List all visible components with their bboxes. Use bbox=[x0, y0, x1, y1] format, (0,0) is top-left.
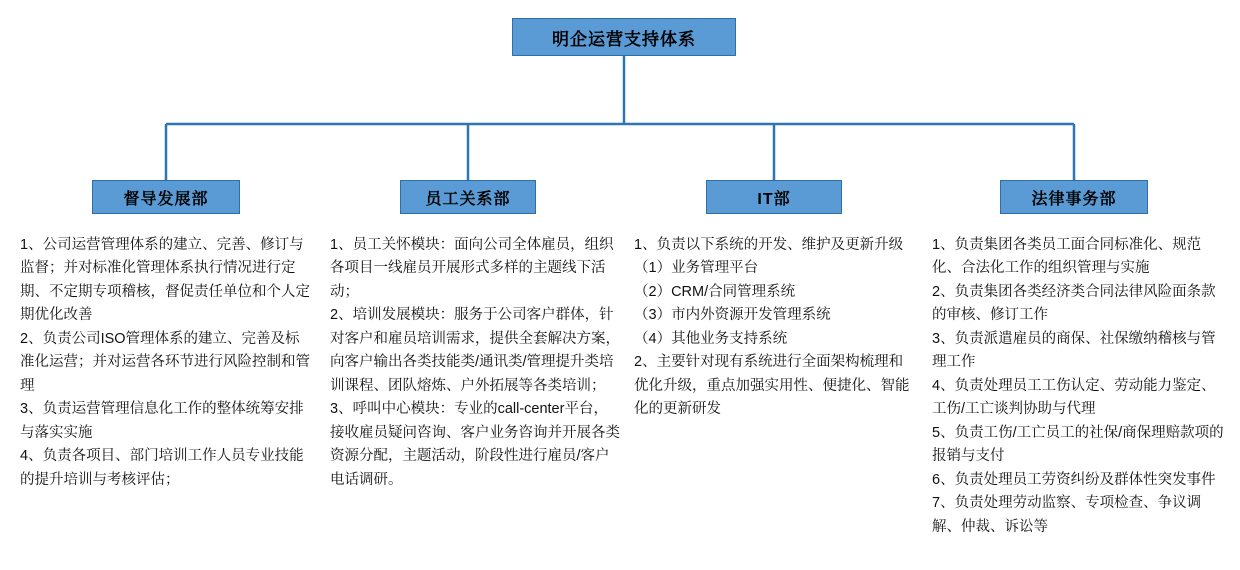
root-node[interactable] bbox=[512, 18, 736, 56]
duty-item: 5、负责工伤/工亡员工的社保/商保理赔款项的报销与支付 bbox=[932, 424, 1224, 465]
department-2-duty-list bbox=[330, 234, 620, 492]
department-4-duty-list bbox=[932, 234, 1228, 539]
duty-item: 3、负责派遣雇员的商保、社保缴纳稽核与管理工作 bbox=[932, 330, 1216, 371]
root-node-label: 明企运营支持体系 bbox=[552, 29, 696, 49]
duty-item: （2）CRM/合同管理系统 bbox=[634, 283, 796, 300]
department-1-duty-list bbox=[20, 234, 310, 492]
duty-item: 6、负责处理员工劳资纠纷及群体性突发事件 bbox=[932, 471, 1216, 488]
department-node-3-label: IT部 bbox=[757, 190, 791, 208]
duty-item: 1、员工关怀模块：面向公司全体雇员，组织各项目一线雇员开展形式多样的主题线下活动； bbox=[330, 237, 614, 300]
department-3-duty-list bbox=[634, 234, 914, 422]
duty-item: 2、负责公司ISO管理体系的建立、完善及标准化运营；并对运营各环节进行风险控制和管理 bbox=[20, 330, 310, 394]
duty-item: 2、主要针对现有系统进行全面架构梳理和优化升级，重点加强实用性、便捷化、智能化的更新研发 bbox=[634, 354, 910, 418]
duty-item: （4）其他业务支持系统 bbox=[634, 330, 788, 347]
duty-item: （1）业务管理平台 bbox=[634, 260, 759, 277]
duty-item: 7、负责处理劳动监察、专项检查、争议调解、仲裁、诉讼等 bbox=[932, 495, 1202, 535]
duty-item: 4、负责各项目、部门培训工作人员专业技能的提升培训与考核评估； bbox=[20, 448, 304, 488]
duty-item: 1、负责以下系统的开发、维护及更新升级 bbox=[634, 237, 904, 253]
duty-item: 2、培训发展模块：服务于公司客户群体，针对客户和雇员培训需求，提供全套解决方案，向客户输出各类技能类/通讯类/管理提升类培训课程、团队熔炼、户外拓展等各类培训； bbox=[330, 307, 620, 394]
department-node-2-label: 员工关系部 bbox=[425, 190, 511, 208]
department-node-4-label: 法律事务部 bbox=[1031, 190, 1117, 208]
department-node-1[interactable] bbox=[92, 180, 240, 214]
duty-item: 2、负责集团各类经济类合同法律风险面条款的审核、修订工作 bbox=[932, 283, 1216, 324]
duty-item: 1、公司运营管理体系的建立、完善、修订与监督；并对标准化管理体系执行情况进行定期、不定期专项稽核，督促责任单位和个人定期优化改善 bbox=[20, 237, 310, 324]
duty-item: 3、负责运营管理信息化工作的整体统筹安排与落实实施 bbox=[20, 401, 304, 441]
department-node-4[interactable] bbox=[1000, 180, 1148, 214]
department-node-1-label: 督导发展部 bbox=[123, 190, 209, 208]
department-node-3[interactable] bbox=[706, 180, 842, 214]
duty-item: 4、负责处理员工工伤认定、劳动能力鉴定、工伤/工亡谈判协助与代理 bbox=[932, 377, 1216, 418]
duty-item: 3、呼叫中心模块：专业的call-center平台，接收雇员疑问咨询、客户业务咨询并开展各类资源分配，主题活动，阶段性进行雇员/客户电话调研。 bbox=[330, 401, 620, 488]
department-node-2[interactable] bbox=[400, 180, 536, 214]
duty-item: 1、负责集团各类员工面合同标准化、规范化、合法化工作的组织管理与实施 bbox=[932, 237, 1202, 277]
duty-item: （3）市内外资源开发管理系统 bbox=[634, 307, 831, 324]
